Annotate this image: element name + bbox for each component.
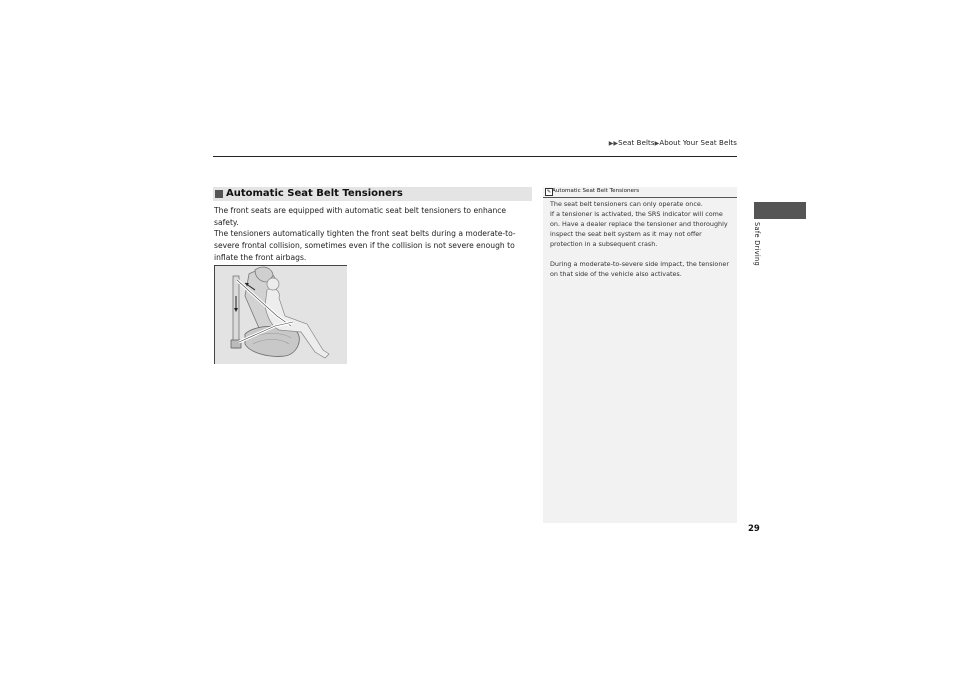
section-heading-bar [213,187,532,201]
page-number: 29 [748,524,760,534]
section-square-icon [215,190,223,198]
breadcrumb-marker-icon: ▶▶ [608,140,619,147]
sidebar-title: Automatic Seat Belt Tensioners [552,188,640,194]
breadcrumb-separator-icon: ▶ [654,140,660,147]
section-title: Automatic Seat Belt Tensioners [226,188,403,199]
sidebar-header [543,187,737,198]
seat-with-belt-drawing [215,266,347,364]
breadcrumb-page: About Your Seat Belts [659,139,737,147]
tensioner-paragraph: The tensioners automatically tighten the front seat belts during a moderate-to-severe frontal collision, sometimes even if the collision is not severe enough to inflate the front airbags. [214,229,516,262]
sidebar-note: If a tensioner is activated, the SRS indicator will come on. Have a dealer replace the tensioner and thoroughly inspect the seat belt system as it may not offer protection in a subsequent crash. [550,210,728,248]
notes-sidebar [543,187,737,523]
note-icon: ✎ [546,189,552,195]
seat-belt-illustration [214,265,347,364]
chapter-tab [754,202,806,219]
intro-paragraph: The front seats are equipped with automatic seat belt tensioners to enhance safety. [214,206,507,227]
sidebar-note: During a moderate-to-severe side impact, the tensioner on that side of the vehicle also activates. [550,260,729,278]
chapter-label: Safe Driving [753,222,761,267]
header-divider [213,156,737,157]
breadcrumb [609,139,737,147]
breadcrumb-section: Seat Belts [618,139,655,147]
sidebar-note: The seat belt tensioners can only operate once. [550,200,703,208]
